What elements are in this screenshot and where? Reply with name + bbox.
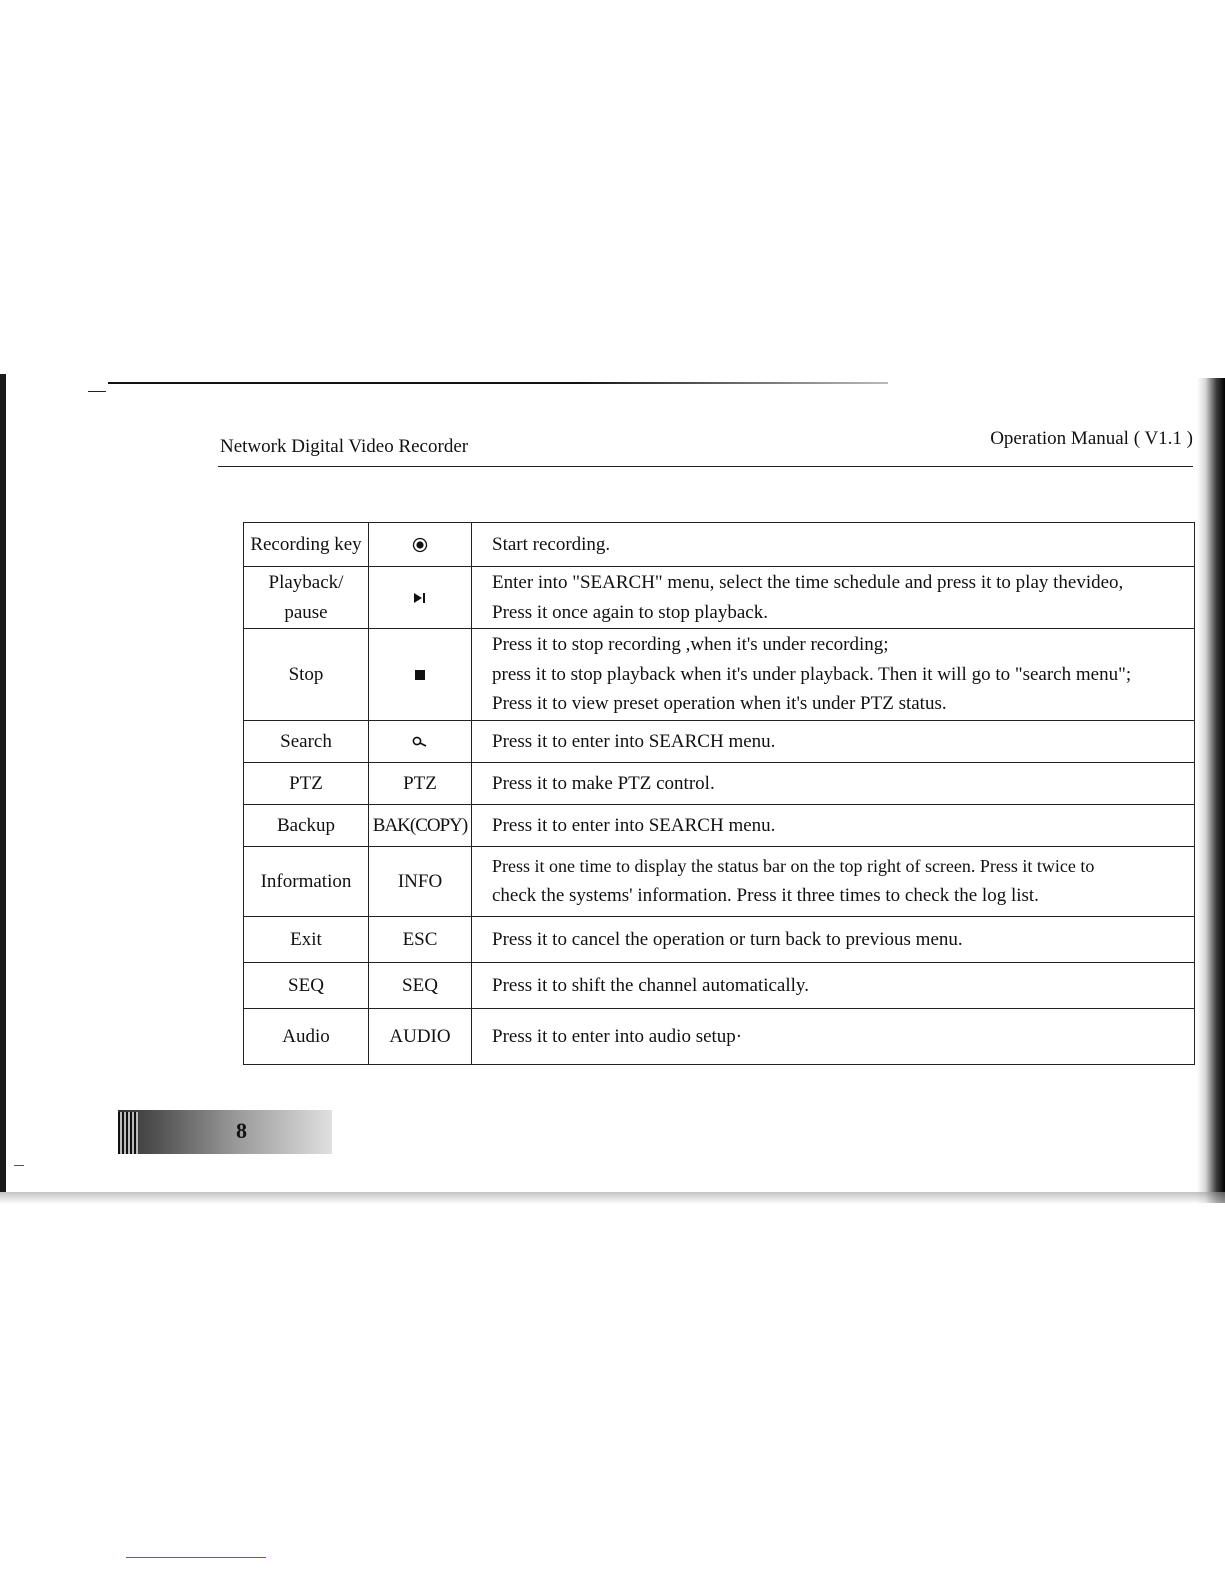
key-symbol: AUDIO xyxy=(369,1009,472,1065)
table-row xyxy=(244,721,1195,763)
stop-icon-shape xyxy=(414,669,426,681)
key-description xyxy=(472,963,1195,1009)
stop-icon xyxy=(369,629,472,721)
search-icon xyxy=(369,721,472,763)
desc-line: Press it to enter into audio setup· xyxy=(492,1025,743,1047)
table-row xyxy=(244,805,1195,847)
scan-bottom-shadow xyxy=(0,1192,1225,1204)
desc-line: Press it to stop recording ,when it's under recording; xyxy=(492,634,889,656)
key-name: Backup xyxy=(244,805,369,847)
page-number: 8 xyxy=(236,1118,247,1143)
table-row xyxy=(244,963,1195,1009)
desc-line: check the systems' information. Press it three times to check the log list. xyxy=(492,884,1039,906)
table-row xyxy=(244,567,1195,629)
table-row xyxy=(244,1009,1195,1065)
table-row xyxy=(244,523,1195,567)
play-pause-icon xyxy=(369,567,472,629)
key-symbol: SEQ xyxy=(369,963,472,1009)
key-description xyxy=(472,1009,1195,1065)
dash-mark xyxy=(88,391,106,392)
search-icon-shape xyxy=(411,736,429,748)
desc-line: Press it to view preset operation when it's under PTZ status. xyxy=(492,693,947,715)
key-symbol: PTZ xyxy=(369,763,472,805)
key-description xyxy=(472,917,1195,963)
key-name: Recording key xyxy=(244,523,369,567)
desc-line: Press it to enter into SEARCH menu. xyxy=(492,814,776,836)
header-right-title: Operation Manual ( V1.1 ) xyxy=(990,428,1193,449)
desc-line: Press it one time to display the status bar on the top right of screen. Press it twice to xyxy=(492,855,1095,876)
desc-line: press it to stop playback when it's under playback. Then it will go to "search menu"; xyxy=(492,663,1132,685)
key-symbol: ESC xyxy=(369,917,472,963)
key-symbol: INFO xyxy=(369,847,472,917)
key-description xyxy=(472,629,1195,721)
desc-line: Press it to make PTZ control. xyxy=(492,772,715,794)
bottom-link-line xyxy=(126,1557,266,1558)
key-name xyxy=(244,567,369,629)
key-name: Search xyxy=(244,721,369,763)
key-description xyxy=(472,721,1195,763)
key-name: PTZ xyxy=(244,763,369,805)
page-tab-bars xyxy=(118,1112,138,1154)
key-description xyxy=(472,847,1195,917)
scan-edge-left xyxy=(0,374,6,1192)
scan-edge-right xyxy=(1197,378,1225,1203)
table-row xyxy=(244,763,1195,805)
key-symbol: BAK(COPY) xyxy=(369,805,472,847)
key-name: Exit xyxy=(244,917,369,963)
record-icon-shape xyxy=(412,537,428,553)
page-header xyxy=(218,428,1193,467)
page-number-tab xyxy=(118,1110,332,1154)
front-panel-key-table xyxy=(243,522,1195,1065)
key-name: SEQ xyxy=(244,963,369,1009)
key-description xyxy=(472,567,1195,629)
table-row xyxy=(244,917,1195,963)
desc-line: Enter into "SEARCH" menu, select the time schedule and press it to play thevideo, xyxy=(492,572,1124,594)
desc-line: Start recording. xyxy=(492,533,611,555)
header-left-title: Network Digital Video Recorder xyxy=(220,436,469,457)
table-row xyxy=(244,847,1195,917)
record-icon xyxy=(369,523,472,567)
key-description xyxy=(472,763,1195,805)
desc-line: Press it once again to stop playback. xyxy=(492,601,768,623)
key-name: Stop xyxy=(244,629,369,721)
key-name: Information xyxy=(244,847,369,917)
desc-line: Press it to cancel the operation or turn back to previous menu. xyxy=(492,928,963,950)
top-rule xyxy=(108,382,888,384)
table-row xyxy=(244,629,1195,721)
key-name: Audio xyxy=(244,1009,369,1065)
desc-line: Press it to enter into SEARCH menu. xyxy=(492,730,776,752)
play-pause-icon-shape xyxy=(412,591,428,605)
key-description xyxy=(472,523,1195,567)
small-dash xyxy=(14,1165,24,1166)
key-name-line: Playback/ pause xyxy=(268,572,344,623)
desc-line: Press it to shift the channel automatically. xyxy=(492,974,809,996)
key-description xyxy=(472,805,1195,847)
